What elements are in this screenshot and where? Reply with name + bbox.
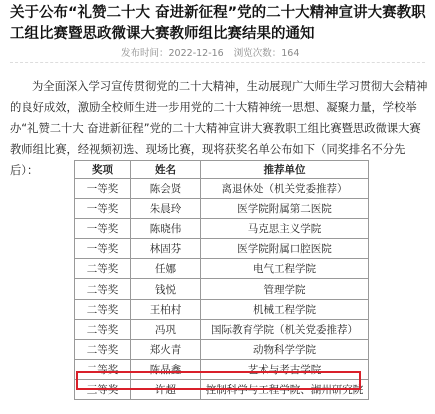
highlight-box (76, 371, 361, 390)
body-paragraph: 为全面深入学习宣传贯彻党的二十大精神，生动展现广大师生学习贯彻大会精神的良好成效，激励全校师生进一步用党的二十大精神统一思想、凝聚力量，学校举办“礼赞二十大 奋进新征程”党的二十大精神宣讲大赛教职工组比赛暨思政微课大赛教师组比赛，经视频初选、现场比赛，现将获奖名单公布如下（同奖排名不分先后）： (10, 80, 428, 177)
name-cell: 钱悦 (131, 279, 201, 299)
header-award: 奖项 (75, 161, 131, 179)
header-name: 姓名 (131, 161, 201, 179)
unit-cell: 医学院附属第二医院 (201, 199, 369, 219)
unit-cell: 动物科学学院 (201, 339, 369, 359)
publish-date: 2022-12-16 (168, 48, 224, 59)
name-cell: 王柏村 (131, 299, 201, 319)
name-cell: 许超 (131, 379, 201, 399)
award-cell: 一等奖 (75, 219, 131, 239)
table-row (75, 239, 369, 259)
award-cell: 三等奖 (75, 379, 131, 399)
article-title: 关于公布“礼赞二十大 奋进新征程”党的二十大精神宣讲大赛教职工组比赛暨思政微课大赛教师组比赛结果的通知 (10, 5, 426, 42)
award-cell: 二等奖 (75, 299, 131, 319)
table-row (75, 279, 369, 299)
award-cell: 二等奖 (75, 319, 131, 339)
unit-cell: 电气工程学院 (201, 259, 369, 279)
unit-cell: 马克思主义学院 (201, 219, 369, 239)
award-cell: 一等奖 (75, 199, 131, 219)
award-cell: 一等奖 (75, 179, 131, 199)
table-row (75, 219, 369, 239)
view-count: 164 (281, 48, 300, 59)
award-cell: 二等奖 (75, 339, 131, 359)
award-table (74, 160, 369, 400)
name-cell: 林固芬 (131, 239, 201, 259)
table-row (75, 199, 369, 219)
unit-cell: 离退休处（机关党委推荐） (201, 179, 369, 199)
table-header-row (75, 161, 369, 179)
award-cell: 二等奖 (75, 359, 131, 379)
name-cell: 陈会贤 (131, 179, 201, 199)
table-row (75, 339, 369, 359)
name-cell: 朱晨玲 (131, 199, 201, 219)
name-cell: 郑火青 (131, 339, 201, 359)
article-meta (121, 45, 299, 59)
table-row (75, 319, 369, 339)
name-cell: 冯巩 (131, 319, 201, 339)
unit-cell: 国际教育学院（机关党委推荐） (201, 319, 369, 339)
award-cell: 二等奖 (75, 259, 131, 279)
name-cell: 陈晶鑫 (131, 359, 201, 379)
unit-cell: 医学院附属口腔医院 (201, 239, 369, 259)
table-row (75, 299, 369, 319)
date-label: 发布时间： (121, 48, 169, 59)
award-cell: 二等奖 (75, 279, 131, 299)
unit-cell: 机械工程学院 (201, 299, 369, 319)
divider (10, 62, 425, 63)
header-unit: 推荐单位 (201, 161, 369, 179)
table-row (75, 179, 369, 199)
views-label: 浏览次数： (233, 48, 282, 59)
unit-cell: 管理学院 (201, 279, 369, 299)
unit-cell: 控制科学与工程学院、湖州研究院 (201, 379, 369, 399)
unit-cell: 艺术与考古学院 (201, 359, 369, 379)
award-cell: 一等奖 (75, 239, 131, 259)
table-row (75, 259, 369, 279)
name-cell: 任娜 (131, 259, 201, 279)
name-cell: 陈晓伟 (131, 219, 201, 239)
